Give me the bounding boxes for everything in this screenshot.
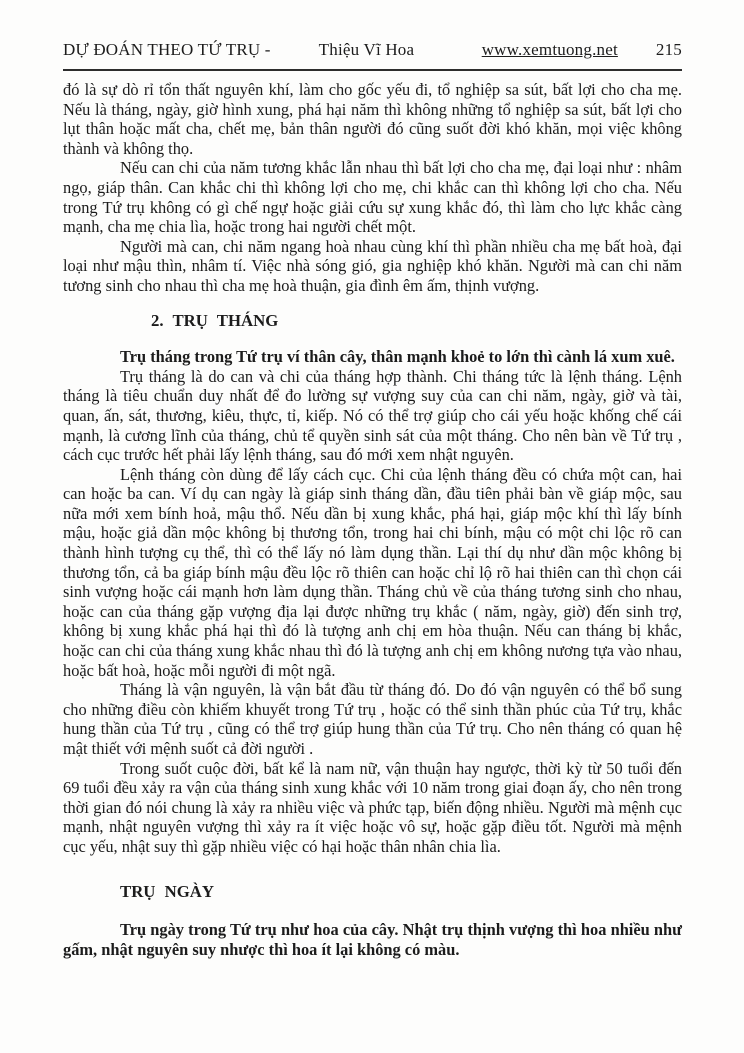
paragraph: Người mà can, chi năm ngang hoà nhau cùng khí thì phần nhiều cha mẹ bất hoà, đại loại như mậu thìn, nhâm tí. Việc nhà sóng gió, gia nghiệp khó khăn. Người mà can chi năm tương sinh cho nhau thì cha mẹ hoà thuận, gia đình êm ấm, thịnh vượng. — [63, 236, 682, 295]
section-heading: 2. TRỤ THÁNG — [151, 310, 279, 330]
page-number: 215 — [655, 40, 682, 59]
paragraph: đó là sự dò rỉ tổn thất nguyên khí, làm cho gốc yếu đi, tổ nghiệp sa sút, bất lợi cho cha mẹ. Nếu là tháng, ngày, giờ hình xung, phá hại năm thì không những tổ nghiệp sa sút, bất lợi cho lụt thân hoặc mất cha, chết mẹ, bản thân người đó cũng suốt đời khó khăn, mọi việc không thành và không thọ. — [63, 80, 682, 158]
header-divider — [63, 69, 682, 71]
page-header — [63, 40, 682, 60]
paragraph: Tháng là vận nguyên, là vận bắt đầu từ tháng đó. Do đó vận nguyên có thể bổ sung cho những điều còn khiếm khuyết trong Tứ trụ , hoặc có thể sinh thần phúc của Tứ trụ, khắc hung thần của Tứ trụ , cũng có thể trợ giúp hung thần của Tứ trụ. Cho nên tháng có quan hệ mật thiết với mệnh suốt cả đời người . — [63, 680, 682, 758]
document-body — [63, 80, 682, 959]
paragraph: Trụ ngày trong Tứ trụ như hoa của cây. Nhật trụ thịnh vượng thì hoa nhiều như gấm, nhật nguyên suy nhược thì hoa ít lại không có màu. — [63, 920, 682, 959]
book-author: Thiệu Vĩ Hoa — [318, 40, 415, 59]
paragraph: Trụ tháng trong Tứ trụ ví thân cây, thân mạnh khoẻ to lớn thì cành lá xum xuê. — [120, 347, 675, 367]
website-link[interactable]: www.xemtuong.net — [481, 40, 618, 59]
paragraph: Trụ tháng là do can và chi của tháng hợp thành. Chi tháng tức là lệnh tháng. Lệnh tháng là tiêu chuẩn duy nhất để đo lường sự vượng suy của can chi năm, ngày, giờ và tài, quan, ấn, sát, thương, kiêu, thực, tỉ, kiếp. Nó có thể trợ giúp cho cái yếu hoặc khống chế cái mạnh, là cương lĩnh của tháng, chủ tể quyền sinh sát của một tháng. Cho nên bàn về Tứ trụ , cách cục trước hết phải lấy lệnh tháng, sau đó mới xem nhật nguyên. — [63, 366, 682, 465]
book-title: DỰ ĐOÁN THEO TỨ TRỤ - — [63, 40, 271, 59]
section-heading: TRỤ NGÀY — [120, 881, 215, 901]
paragraph: Lệnh tháng còn dùng để lấy cách cục. Chi của lệnh tháng đều có chứa một can, hai can hoặc ba can. Ví dụ can ngày là giáp sinh tháng dần, đầu tiên phải bàn về giáp mộc, sau nữa mới xem bính hoả, mậu thổ. Nếu dần bị xung khắc, phá hại, giáp mộc khí thì lấy bính mậu, hoặc giả dần mộc không bị thương tổn, trong hai chi bính, mậu có một chi lộc rõ can thành hình tượng cụ thể, thì có thể lấy nó làm dụng thần. Lại thí dụ như dần mộc không bị thương tổn, cả ba giáp bính mậu đều lộc rõ thiên can hoặc chỉ lộ rõ hai thiên can thì chọn cái sinh vượng hoặc cái mạnh hơn làm dụng thần. Tháng chủ về của tháng tương sinh cho nhau, hoặc can của tháng gặp vượng địa lại được những trụ khắc ( năm, ngày, giờ) đến sinh trợ, không bị xung khắc phá hại thì đó là tượng anh chị em hòa thuận. Nếu can tháng bị khắc, hoặc can chi của tháng xung khắc nhau thì đó là tượng anh chị em không nương tựa vào nhau, hoặc bất hoà, hoặc mỗi người đi một ngã. — [63, 464, 682, 680]
paragraph: Trong suốt cuộc đời, bất kể là nam nữ, vận thuận hay ngược, thời kỳ từ 50 tuổi đến 69 tuổi đều xảy ra vận của tháng sinh xung khắc với 10 năm trong giai đoạn ấy, cho nên trong thời gian đó nói chung là xảy ra nhiều việc và phức tạp, biến động nhiều. Người mà mệnh cục mạnh, nhật nguyên vượng thì xảy ra ít việc hoặc vô sự, hoặc gặp điều tốt. Người mà mệnh cục yếu, nhật suy thì gặp nhiều việc có hại hoặc thân nhân chia lìa. — [63, 758, 682, 856]
paragraph: Nếu can chi của năm tương khắc lẫn nhau thì bất lợi cho cha mẹ, đại loại như : nhâm ngọ, giáp thân. Can khắc chi thì không lợi cho mẹ, chi khắc can thì không lợi cho cha. Nếu trong Tứ trụ không có gì chế ngự hoặc giải cứu sự xung khắc đó, thì làm cho lực khắc càng mạnh, cha mẹ chia lìa, hoặc trong hai người chết một. — [63, 158, 682, 237]
